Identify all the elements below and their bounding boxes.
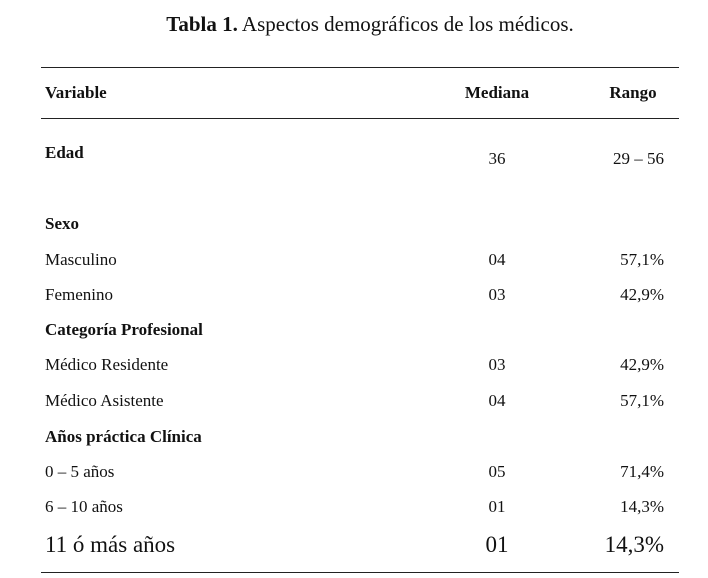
row-0-5-median: 05 bbox=[488, 462, 506, 481]
row-masculino-label: Masculino bbox=[45, 250, 117, 269]
caption-text: Aspectos demográficos de los médicos. bbox=[237, 12, 574, 36]
table-caption bbox=[0, 12, 708, 37]
row-residente-median: 03 bbox=[488, 355, 506, 374]
row-asistente-median: 04 bbox=[488, 391, 506, 410]
row-0-5-label: 0 – 5 años bbox=[45, 462, 115, 481]
row-11-median: 01 bbox=[485, 532, 509, 557]
caption-lead: Tabla 1. bbox=[166, 12, 238, 36]
row-asistente-range: 57,1% bbox=[620, 391, 664, 410]
header-rule bbox=[41, 118, 679, 119]
header-median: Mediana bbox=[464, 83, 530, 102]
top-rule bbox=[41, 67, 679, 68]
row-11-range: 14,3% bbox=[604, 532, 664, 557]
group-anos-label: Años práctica Clínica bbox=[45, 427, 202, 446]
group-categoria-label: Categoría Profesional bbox=[45, 320, 203, 339]
group-sexo-label: Sexo bbox=[45, 214, 79, 233]
row-0-5-range: 71,4% bbox=[620, 462, 664, 481]
bottom-rule bbox=[41, 572, 679, 573]
row-femenino-range: 42,9% bbox=[620, 285, 664, 304]
row-masculino-range: 57,1% bbox=[620, 250, 664, 269]
row-6-10-label: 6 – 10 años bbox=[45, 497, 123, 516]
row-femenino-median: 03 bbox=[488, 285, 506, 304]
row-femenino-label: Femenino bbox=[45, 285, 113, 304]
header-variable: Variable bbox=[45, 83, 107, 102]
row-11-label: 11 ó más años bbox=[45, 532, 176, 557]
row-residente-range: 42,9% bbox=[620, 355, 664, 374]
header-range: Rango bbox=[609, 83, 657, 102]
row-asistente-label: Médico Asistente bbox=[45, 391, 164, 410]
row-6-10-median: 01 bbox=[488, 497, 506, 516]
row-edad-label: Edad bbox=[45, 143, 84, 162]
row-edad-range: 29 – 56 bbox=[613, 149, 664, 168]
row-edad-median: 36 bbox=[488, 149, 506, 168]
row-residente-label: Médico Residente bbox=[45, 355, 169, 374]
row-6-10-range: 14,3% bbox=[620, 497, 664, 516]
row-masculino-median: 04 bbox=[488, 250, 506, 269]
